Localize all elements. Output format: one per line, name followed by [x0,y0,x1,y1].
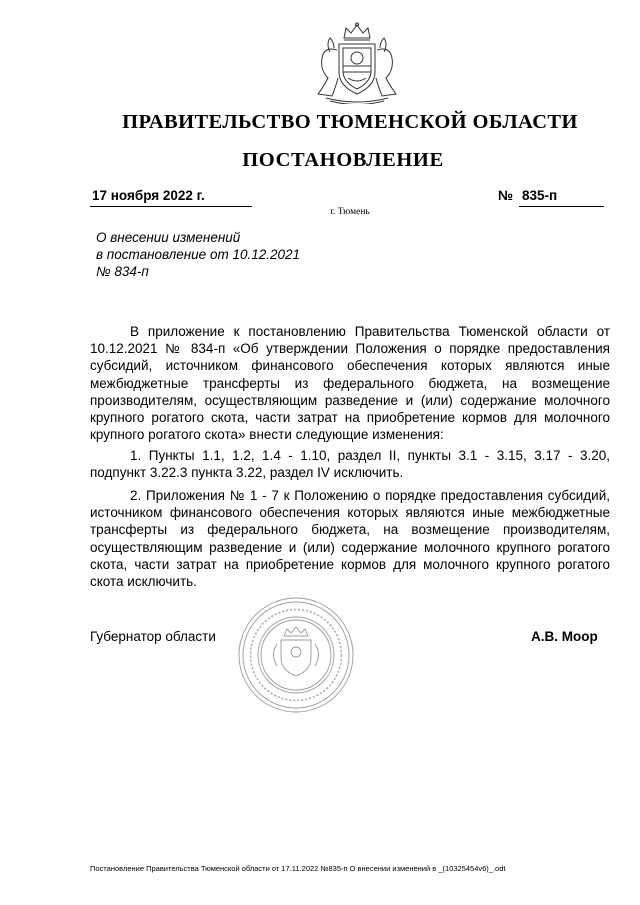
number-sign: № [498,188,514,203]
document-number: 835-п [522,188,558,203]
document-date: 17 ноября 2022 г. [92,188,205,203]
coat-of-arms-icon [308,22,406,104]
body-paragraph [90,487,610,590]
official-seal-icon [237,596,355,714]
body-paragraph [90,323,610,443]
authority-title: ПРАВИТЕЛЬСТВО ТЮМЕНСКОЙ ОБЛАСТИ [122,111,578,133]
document-type-title: ПОСТАНОВЛЕНИЕ [242,149,444,171]
document-subject [96,229,356,280]
paragraph-text: В приложение к постановлению Правительства Тюменской области от 10.12.2021 № 834-п «Об утверждении Положения о порядке предоставления субсидий, источником финансового обеспечения которых являются иные межбюджетные трансферты из федерального бюджета, на возмещение производителям, осуществляющим разведение и (или) содержание молочного крупного рогатого скота, части затрат на приобретение кормов для молочного крупного рогатого скота» внести следующие изменения: [90,324,610,443]
city-label: г. Тюмень [330,207,370,217]
paragraph-text: 1. Пункты 1.1, 1.2, 1.4 - 1.10, раздел II, пункты 3.1 - 3.15, 3.17 - 3.20, подпункт 3.22.3 пункта 3.22, раздел IV исключить. [90,448,610,481]
signatory-title: Губернатор области [90,629,216,644]
signatory-name: А.В. Моор [531,629,598,644]
body-paragraph [90,447,610,481]
footer-filename: Постановление Правительства Тюменской области от 17.11.2022 №835-п О внесении изменений в _(10325454v6)_.odt [90,864,506,873]
subject-line: № 834-п [96,264,149,279]
subject-line: в постановление от 10.12.2021 [96,247,301,262]
paragraph-text: 2. Приложения № 1 - 7 к Положению о порядке предоставления субсидий, источником финансового обеспечения которых являются иные межбюджетные трансферты из федерального бюджета, на возмещение производителям, осуществляющим разведение и (или) содержание молочного крупного рогатого скота, части затрат на приобретение кормов для молочного крупного рогатого скота исключить. [90,488,610,590]
subject-line: О внесении изменений [96,230,241,245]
